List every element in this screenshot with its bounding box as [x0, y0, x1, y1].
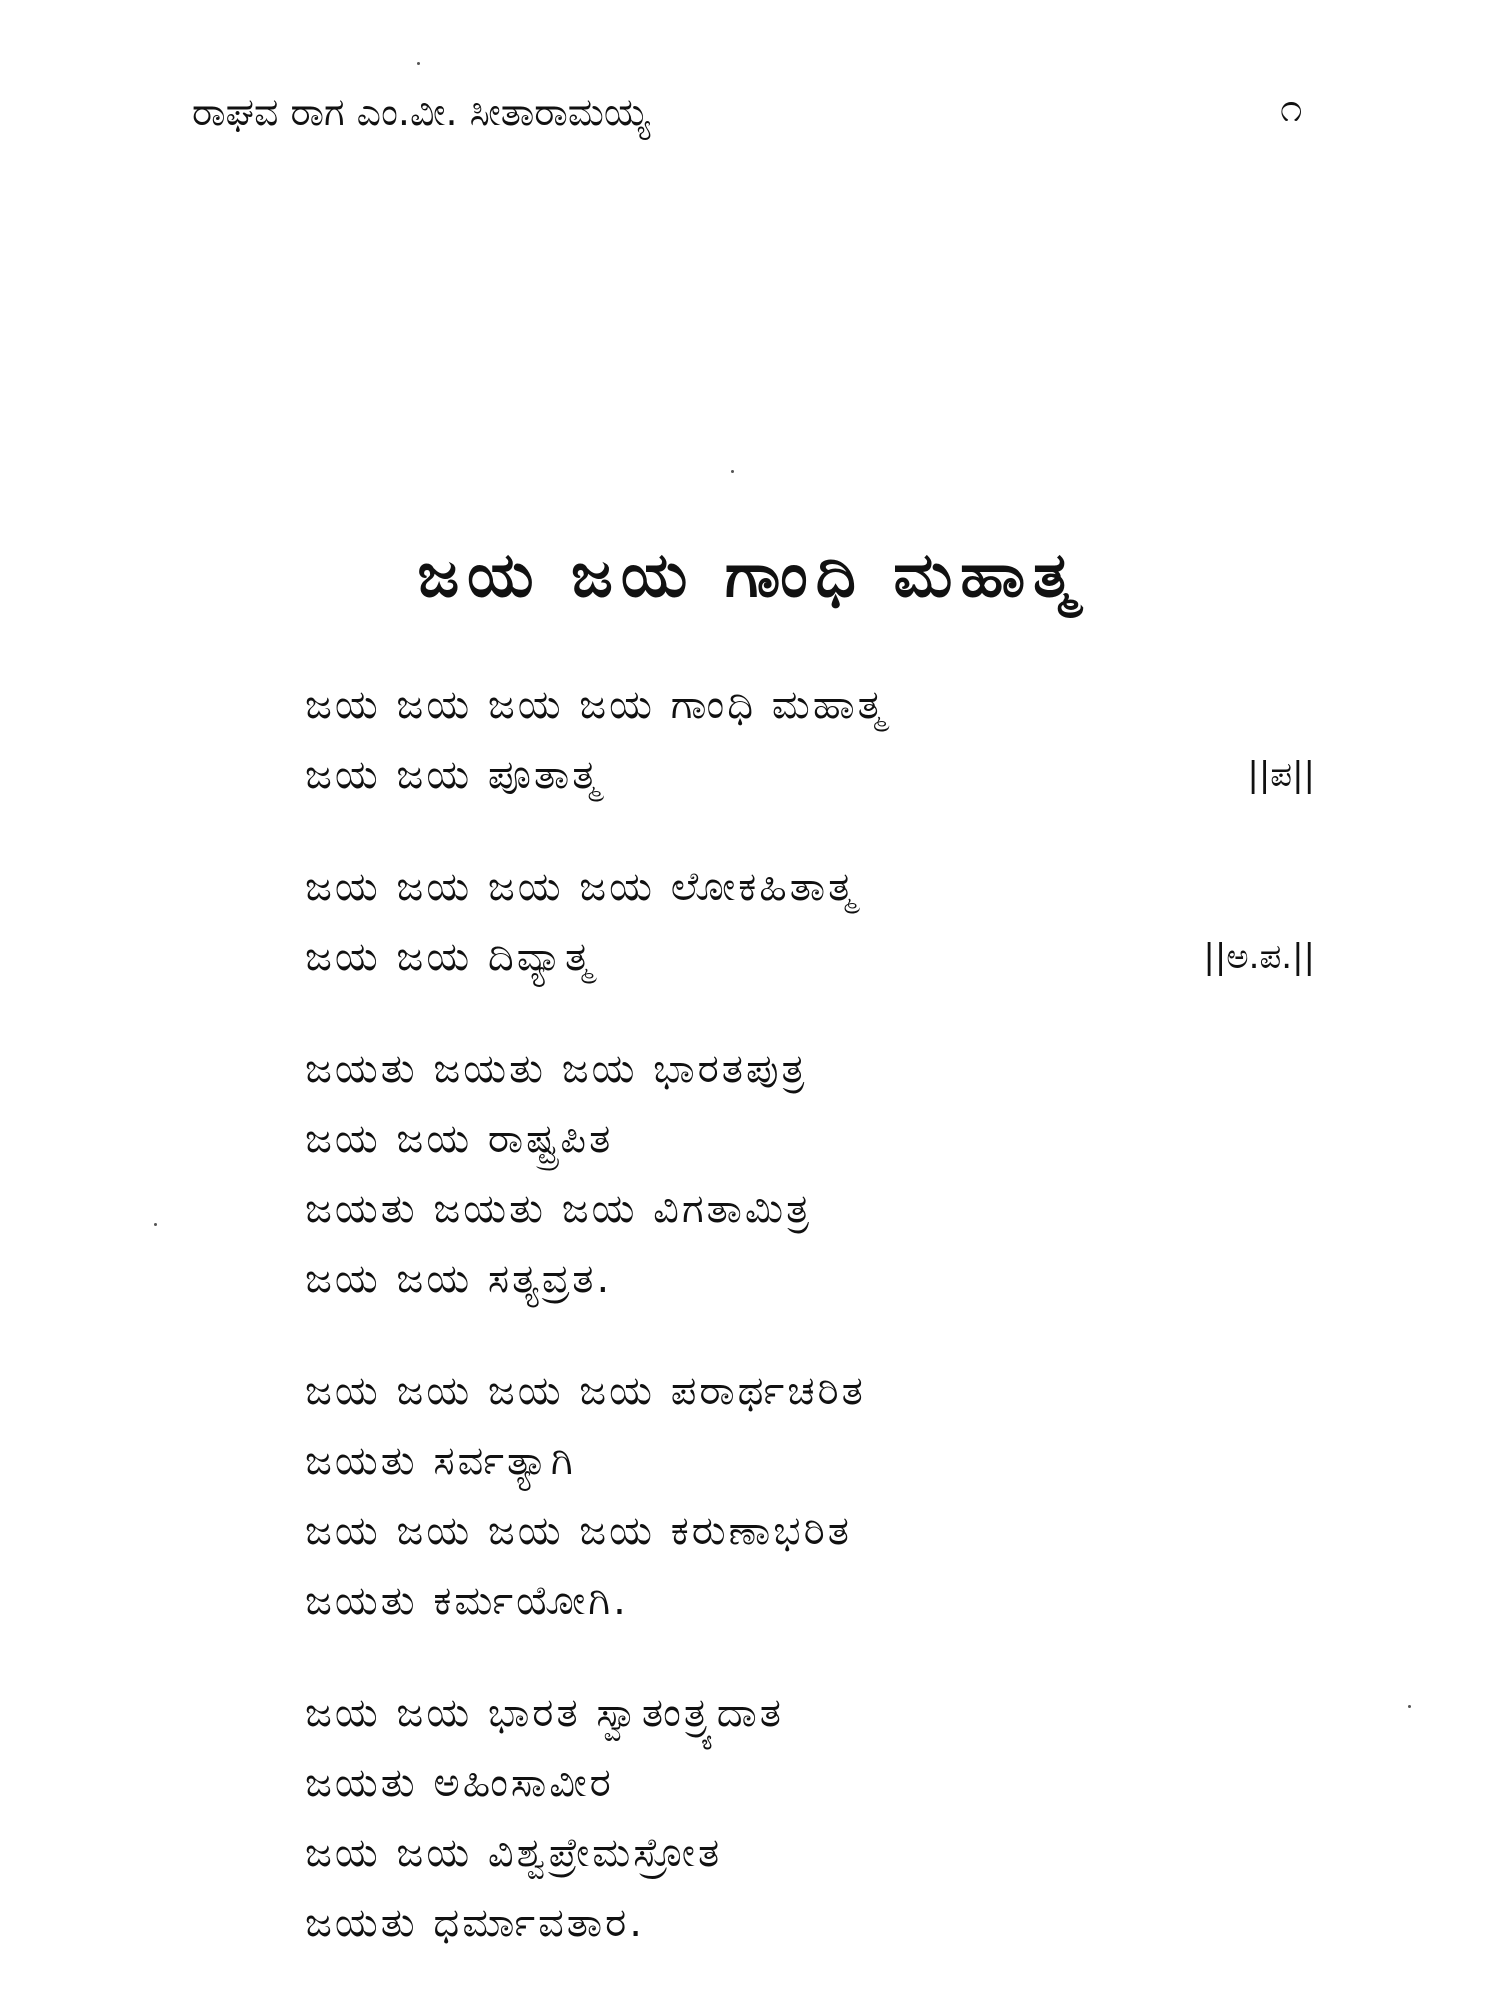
refrain-marker: ||ಪ||	[1247, 755, 1315, 795]
print-speck	[154, 1223, 157, 1226]
verse-text: ಜಯ ಜಯ ರಾಷ್ಟ್ರಪಿತ	[305, 1116, 614, 1162]
verse-text: ಜಯತು ಸರ್ವತ್ಯಾಗಿ	[305, 1438, 576, 1484]
print-speck	[731, 470, 734, 473]
verse-line	[305, 670, 1315, 740]
verse-line	[305, 1356, 1315, 1426]
verse-text: ಜಯ ಜಯ ಜಯ ಜಯ ಪರಾರ್ಥಚರಿತ	[305, 1368, 866, 1414]
verse-line	[305, 1104, 1315, 1174]
stanza	[305, 670, 1315, 810]
verse-line	[305, 1244, 1315, 1314]
verse-text: ಜಯತು ಅಹಿಂಸಾವೀರ	[305, 1760, 614, 1806]
verse-text: ಜಯ ಜಯ ಭಾರತ ಸ್ವಾತಂತ್ರ್ಯದಾತ	[305, 1690, 784, 1736]
poem-title: ಜಯ ಜಯ ಗಾಂಧಿ ಮಹಾತ್ಮ	[417, 538, 1083, 611]
verse-line	[305, 1174, 1315, 1244]
stanza	[305, 852, 1315, 992]
verse-line	[305, 1678, 1315, 1748]
verse-text: ಜಯ ಜಯ ಪೂತಾತ್ಮ	[305, 752, 602, 798]
verse-text: ಜಯ ಜಯ ಜಯ ಜಯ ಕರುಣಾಭರಿತ	[305, 1508, 852, 1554]
page-number: ೧	[1280, 85, 1303, 131]
refrain-marker: ||ಅ.ಪ.||	[1203, 937, 1315, 977]
print-speck	[417, 62, 420, 65]
stanza	[305, 1034, 1315, 1314]
poem-body	[305, 670, 1315, 2000]
verse-line	[305, 1566, 1315, 1636]
verse-line	[305, 852, 1315, 922]
verse-text: ಜಯತು ಕರ್ಮಯೋಗಿ.	[305, 1578, 629, 1624]
verse-text: ಜಯ ಜಯ ಜಯ ಜಯ ಗಾಂಧಿ ಮಹಾತ್ಮ	[305, 682, 888, 728]
verse-text: ಜಯತು ಧರ್ಮಾವತಾರ.	[305, 1900, 645, 1946]
verse-line	[305, 1748, 1315, 1818]
stanza	[305, 1678, 1315, 1958]
verse-line	[305, 740, 1315, 810]
stanza	[305, 1356, 1315, 1636]
verse-line	[305, 1034, 1315, 1104]
verse-line	[305, 1496, 1315, 1566]
verse-text: ಜಯ ಜಯ ಸತ್ಯವ್ರತ.	[305, 1256, 613, 1302]
verse-text: ಜಯತು ಜಯತು ಜಯ ವಿಗತಾಮಿತ್ರ	[305, 1186, 813, 1232]
verse-line	[305, 1426, 1315, 1496]
verse-text: ಜಯ ಜಯ ದಿವ್ಯಾತ್ಮ	[305, 934, 595, 980]
verse-text: ಜಯ ಜಯ ವಿಶ್ವಪ್ರೇಮಸ್ರೋತ	[305, 1830, 723, 1876]
print-speck	[1408, 1705, 1411, 1708]
verse-text: ಜಯತು ಜಯತು ಜಯ ಭಾರತಪುತ್ರ	[305, 1046, 808, 1092]
verse-line	[305, 922, 1315, 992]
verse-line	[305, 1888, 1315, 1958]
running-header: ರಾಘವ ರಾಗ ಎಂ.ವೀ. ಸೀತಾರಾಮಯ್ಯ	[192, 90, 650, 134]
verse-line	[305, 1818, 1315, 1888]
verse-text: ಜಯ ಜಯ ಜಯ ಜಯ ಲೋಕಹಿತಾತ್ಮ	[305, 864, 858, 910]
